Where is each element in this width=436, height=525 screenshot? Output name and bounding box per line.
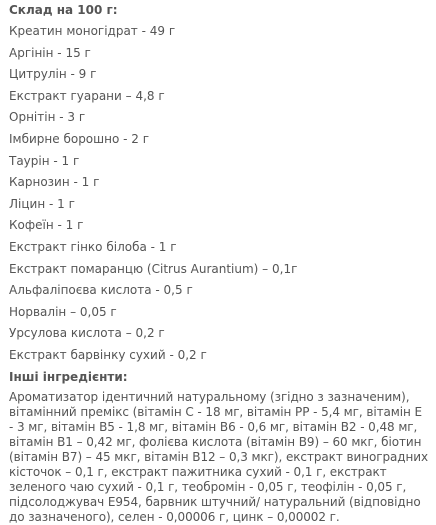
ingredient-item: Урсулова кислота – 0,2 г bbox=[9, 326, 165, 341]
ingredient-item: Цитрулін - 9 г bbox=[9, 67, 97, 82]
ingredient-item: Екстракт гуарани – 4,8 г bbox=[9, 88, 165, 103]
ingredient-item: Таурін - 1 г bbox=[9, 153, 80, 168]
ingredient-item: Аргінін - 15 г bbox=[9, 45, 91, 60]
ingredient-item: Креатин моногідрат - 49 г bbox=[9, 24, 176, 38]
composition-heading: Склад на 100 г: bbox=[9, 3, 118, 17]
ingredient-item: Екстракт барвінку сухий - 0,2 г bbox=[9, 347, 207, 362]
ingredient-item: Кофеїн - 1 г bbox=[9, 218, 84, 233]
other-ingredients-heading: Інші інгредієнти: bbox=[9, 369, 128, 384]
ingredient-list bbox=[9, 24, 429, 363]
other-ingredients-text: Ароматизатор ідентичний натуральному (згідно з зазначеним), вітамінний премікс (вітамін С - 18 мг, вітамін РР - 5,4 мг, вітамін Е - 3 мг, вітамін В5 - 1,8 мг, вітамін В6 - 0,6 мг, вітамін В2 - 0,48 мг, вітамін В1 – 0,42 мг, фолієва кислота (вітамін В9) – 60 мкг, біотин (вітамін В7) – 45 мкг, вітамін В12 – 0,3 мкг), екстракт виноградних кісточок – 0,1 г, екстракт пажитника сухий - 0,1 г, екстракт зеленого чаю сухий - 0,1 г, теобромін - 0,05 г, теофілін - 0,05 г, підсолоджувач Е954, барвник штучний/ натуральний (відповідно до зазначеного), селен - 0,00006 г, цинк – 0,00002 г. bbox=[9, 389, 428, 524]
ingredient-item: Імбирне борошно - 2 г bbox=[9, 131, 150, 146]
ingredient-item: Орнітін - 3 г bbox=[9, 110, 86, 125]
ingredient-item: Альфаліпоєва кислота - 0,5 г bbox=[9, 283, 193, 298]
ingredient-item: Норвалін – 0,05 г bbox=[9, 304, 117, 319]
ingredient-item: Екстракт помаранцю (Citrus Aurantium) – 0,1г bbox=[9, 261, 298, 276]
ingredient-item: Ліцин - 1 г bbox=[9, 196, 75, 211]
ingredient-item: Екстракт гінко білоба - 1 г bbox=[9, 239, 177, 254]
ingredient-item: Карнозин - 1 г bbox=[9, 175, 100, 190]
